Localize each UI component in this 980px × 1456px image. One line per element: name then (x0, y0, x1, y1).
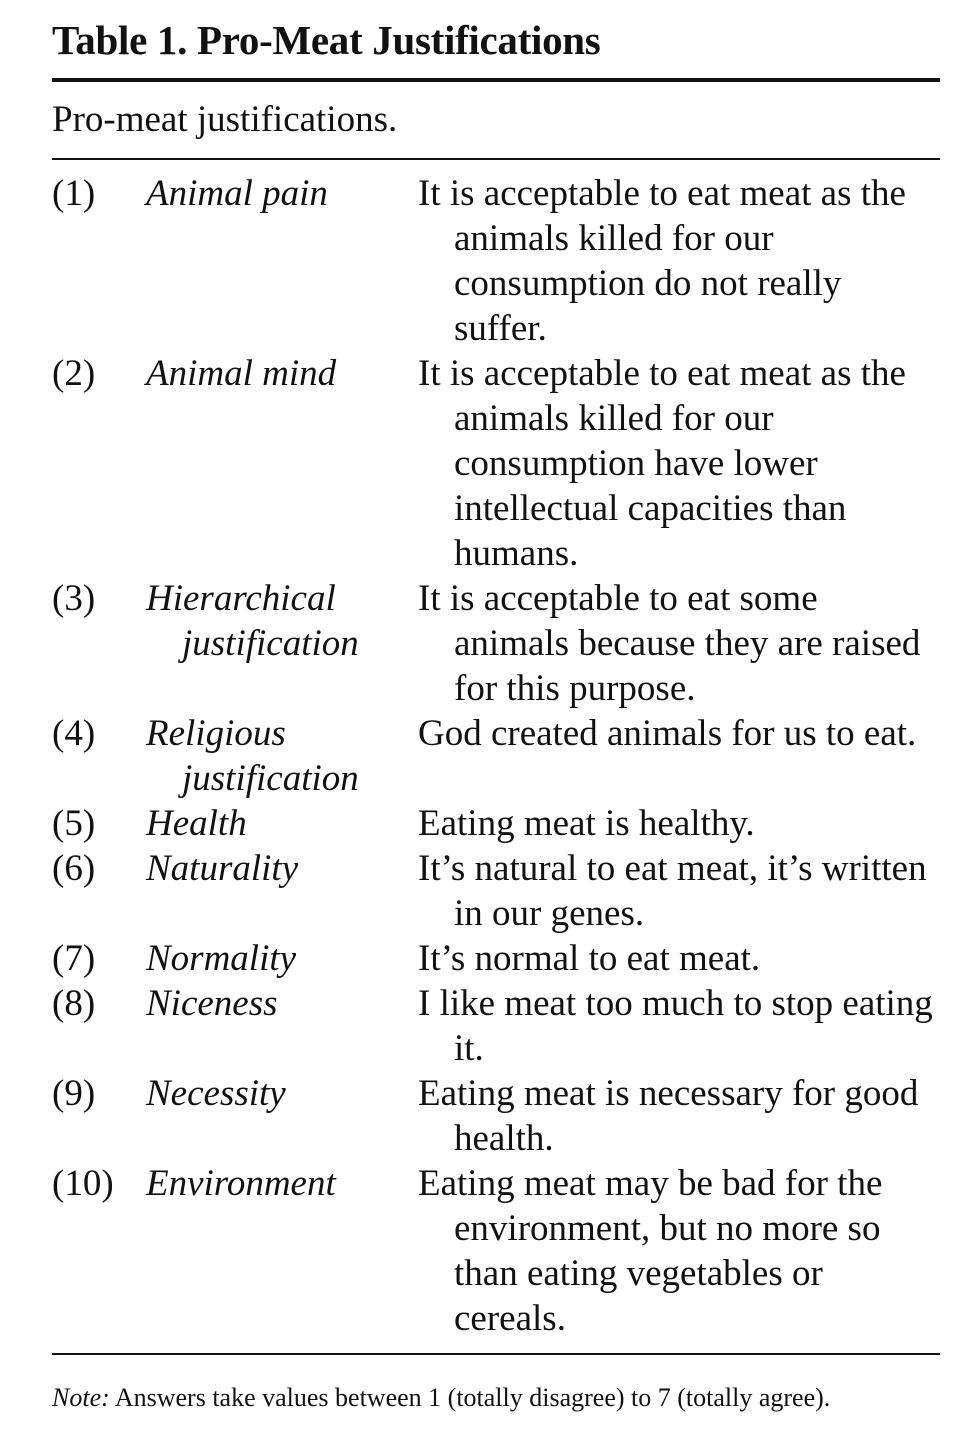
row-label: Hierarchical justification (146, 578, 359, 664)
table-row (52, 801, 940, 846)
row-statement: Eating meat is necessary for good health. (418, 1073, 919, 1159)
table-row (52, 1161, 940, 1341)
header-rule (52, 158, 940, 160)
row-statement: I like meat too much to stop eating it. (418, 983, 933, 1069)
row-statement: God created animals for us to eat. (418, 713, 917, 754)
row-number: (7) (52, 938, 96, 979)
top-rule (52, 78, 940, 82)
row-statement: Eating meat may be bad for the environment, but no more so than eating vegetables or cereals. (418, 1163, 883, 1339)
row-number: (6) (52, 848, 96, 889)
table-row (52, 936, 940, 981)
row-statement: It is acceptable to eat meat as the animals killed for our consumption have lower intellectual capacities than humans. (418, 353, 906, 574)
row-number: (2) (52, 353, 96, 394)
table-row (52, 981, 940, 1071)
row-label: Necessity (146, 1073, 286, 1114)
note-label: Note: (52, 1383, 110, 1412)
note-text: Answers take values between 1 (totally disagree) to 7 (totally agree). (109, 1383, 831, 1412)
table-note (52, 1381, 830, 1415)
row-label: Normality (146, 938, 297, 979)
table-row (52, 351, 940, 576)
row-statement: It is acceptable to eat meat as the animals killed for our consumption do not really suffer. (418, 173, 906, 349)
row-statement: It’s natural to eat meat, it’s written in our genes. (418, 848, 927, 934)
table-row (52, 711, 940, 801)
row-number: (5) (52, 803, 96, 844)
bottom-rule (52, 1353, 940, 1355)
table-row (52, 576, 940, 711)
row-statement: It is acceptable to eat some animals because they are raised for this purpose. (418, 578, 921, 709)
row-label: Animal pain (146, 173, 328, 214)
table-title: Table 1. Pro-Meat Justifications (52, 17, 601, 63)
row-statement: Eating meat is healthy. (418, 803, 755, 844)
row-label: Environment (146, 1163, 336, 1204)
row-number: (9) (52, 1073, 96, 1114)
row-number: (8) (52, 983, 96, 1024)
row-label: Animal mind (146, 353, 337, 394)
row-label: Naturality (146, 848, 299, 889)
row-number: (4) (52, 713, 96, 754)
row-label: Health (146, 803, 247, 844)
table-row (52, 171, 940, 351)
row-label: Niceness (146, 983, 278, 1024)
table-body (52, 171, 940, 1341)
table-subtitle: Pro-meat justifications. (52, 99, 398, 140)
row-number: (1) (52, 173, 96, 214)
row-number: (10) (52, 1163, 114, 1204)
table-row (52, 1071, 940, 1161)
table-row (52, 846, 940, 936)
row-statement: It’s normal to eat meat. (418, 938, 761, 979)
row-number: (3) (52, 578, 96, 619)
row-label: Religious justification (146, 713, 359, 799)
